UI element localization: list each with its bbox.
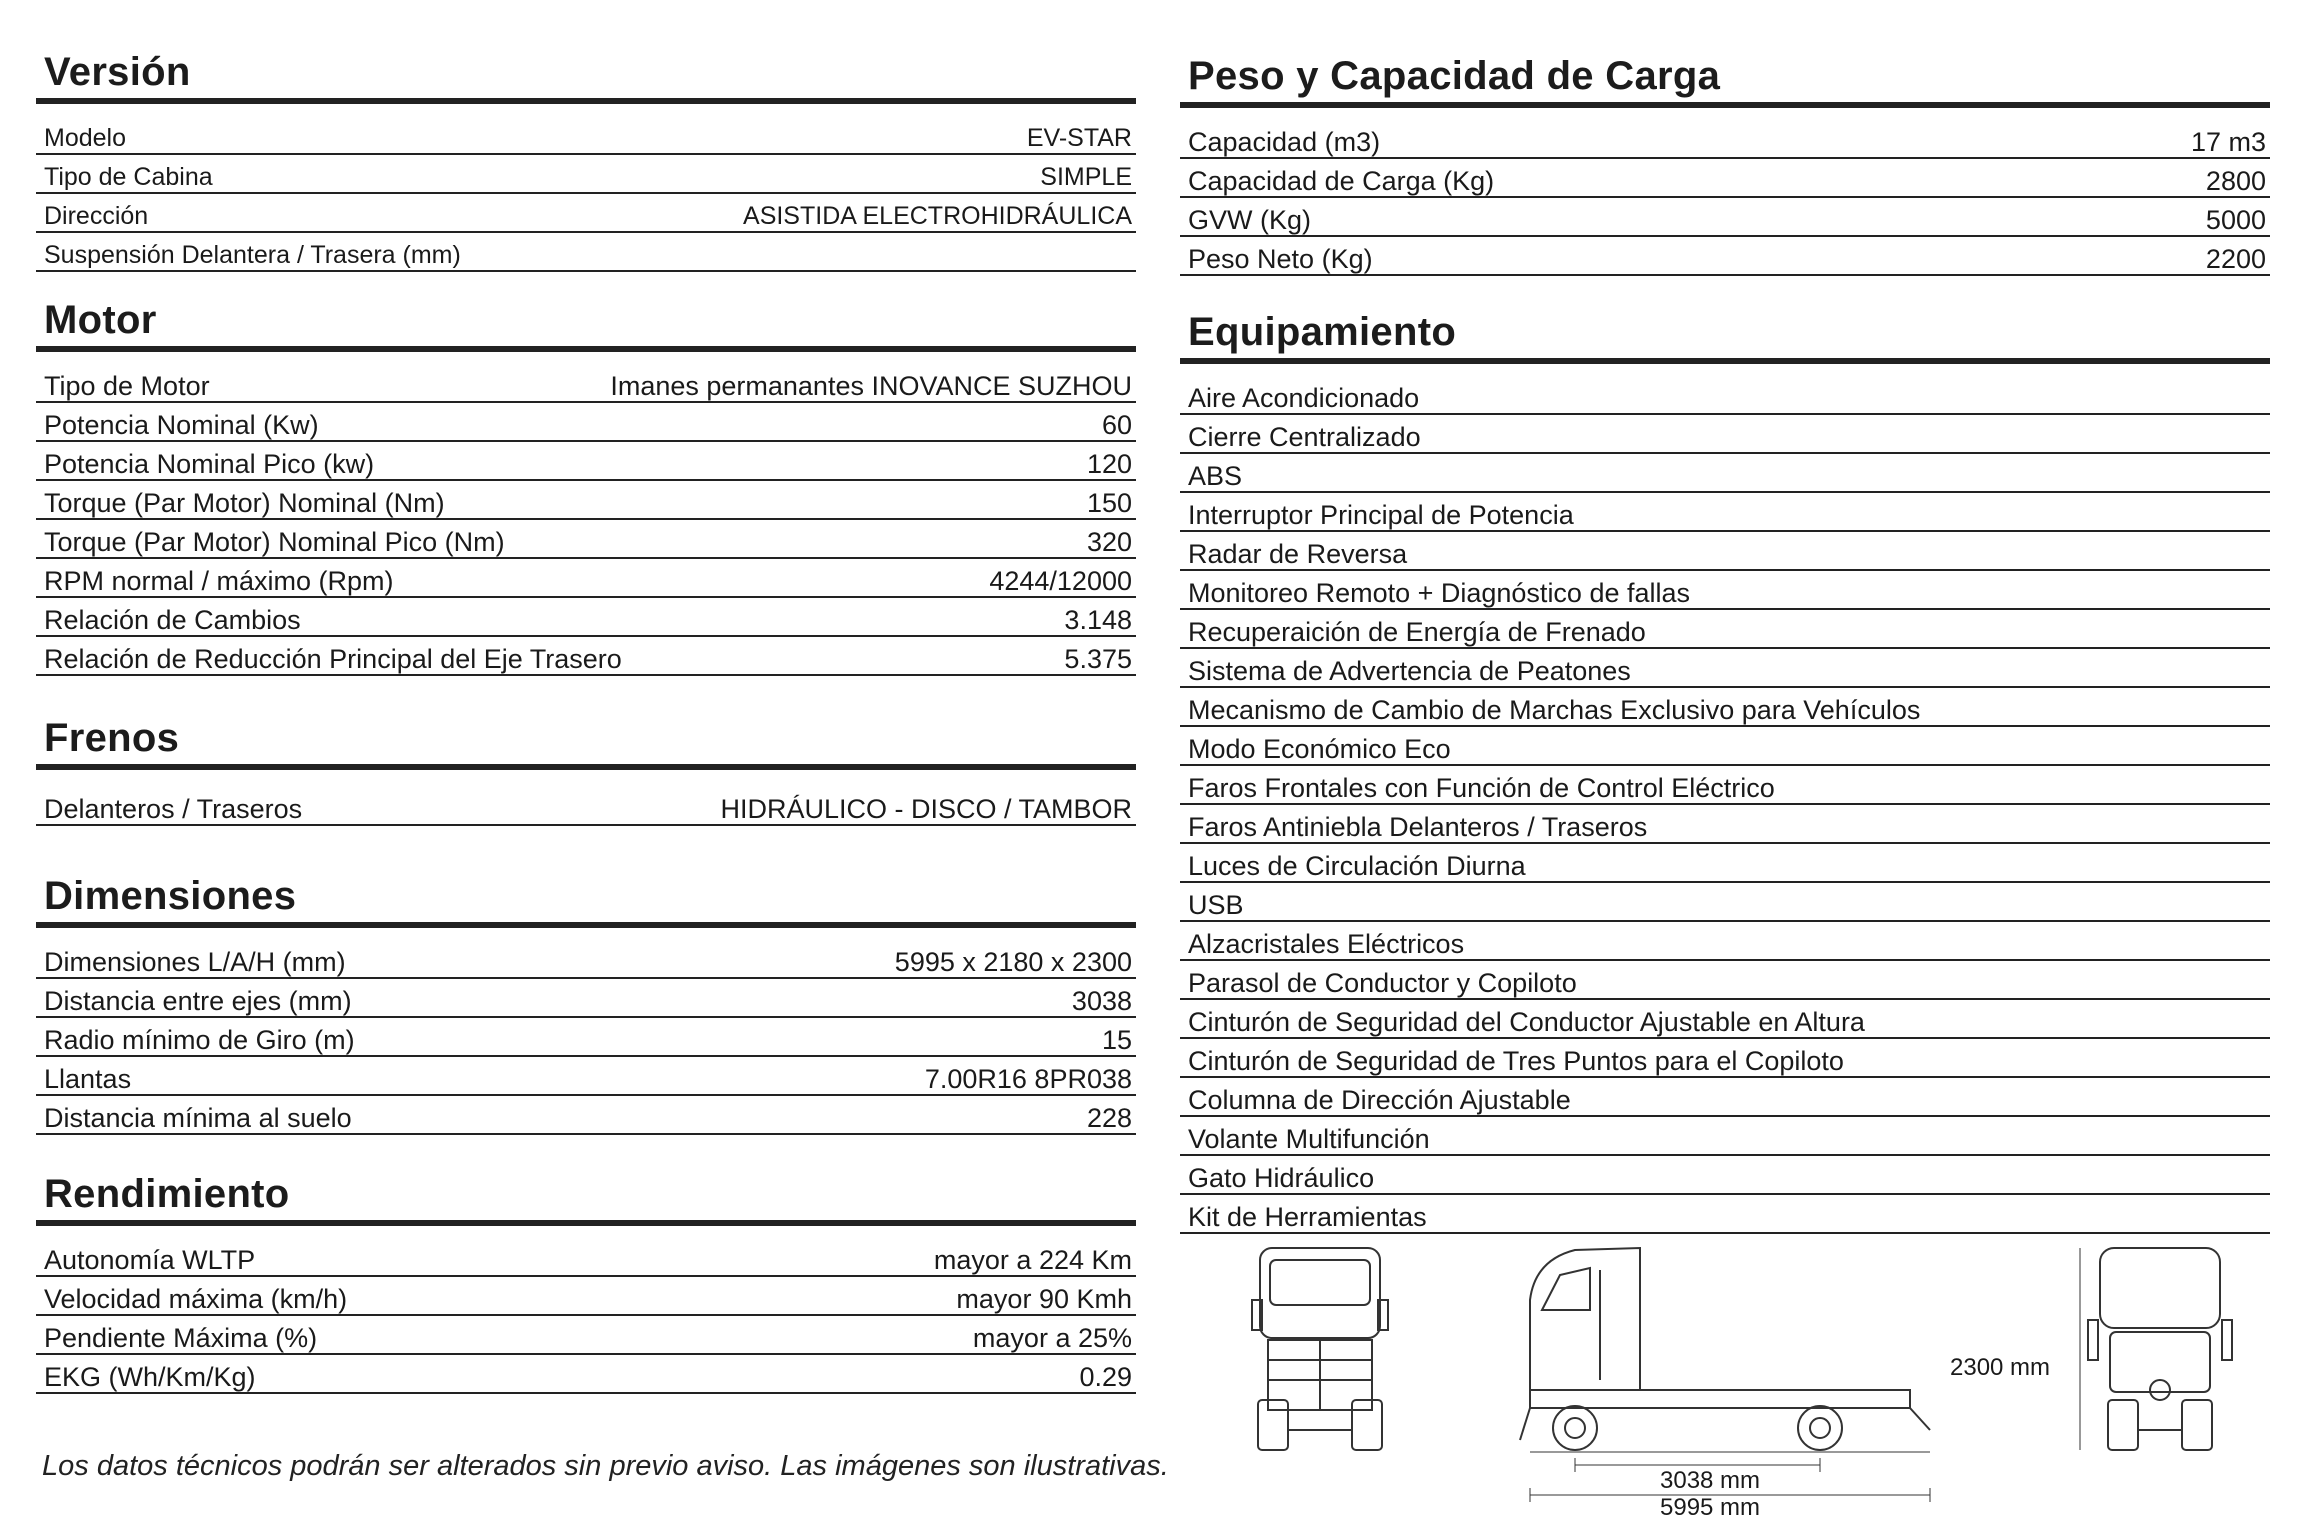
spec-label: EKG (Wh/Km/Kg) [44, 1362, 256, 1392]
equipment-label: Interruptor Principal de Potencia [1188, 500, 1574, 530]
equipment-item [1180, 1039, 2270, 1078]
truck-rear-view [2080, 1248, 2232, 1450]
spec-label: GVW (Kg) [1188, 205, 1312, 235]
spec-value: 0.29 [1079, 1362, 1132, 1392]
equipment-item [1180, 1000, 2270, 1039]
truck-side-view [1520, 1248, 1930, 1502]
equipment-item [1180, 493, 2270, 532]
spec-row [1180, 120, 2270, 159]
spec-value: 2200 [2205, 244, 2266, 274]
equipment-item [1180, 766, 2270, 805]
spec-value: mayor a 25% [972, 1323, 1132, 1353]
section-rule [36, 346, 1136, 352]
spec-value: 2800 [2205, 166, 2266, 196]
spec-row [36, 559, 1136, 598]
height-label: 2300 mm [1950, 1354, 2051, 1381]
spec-value: mayor a 224 Km [933, 1245, 1132, 1275]
equipment-item [1180, 454, 2270, 493]
spec-value: EV-STAR [1026, 124, 1132, 152]
section-rule [36, 922, 1136, 928]
equipment-label: Recuperaición de Energía de Frenado [1188, 617, 1646, 647]
spec-rows [36, 1238, 1136, 1394]
spec-row [36, 1238, 1136, 1277]
equipment-item [1180, 688, 2270, 727]
spec-label: Llantas [44, 1064, 132, 1094]
equipment-label: USB [1188, 890, 1244, 920]
spec-label: Radio mínimo de Giro (m) [44, 1025, 355, 1055]
spec-row [36, 1355, 1136, 1394]
equipment-item [1180, 376, 2270, 415]
equipment-label: Cinturón de Seguridad del Conductor Ajustable en Altura [1188, 1007, 1865, 1037]
spec-label: Tipo de Motor [44, 371, 210, 401]
equipment-label: Parasol de Conductor y Copiloto [1188, 968, 1577, 998]
spec-value: 5.375 [1064, 644, 1132, 674]
spec-label: Capacidad (m3) [1188, 127, 1381, 157]
spec-value: 320 [1086, 527, 1132, 557]
section-title-dimensiones: Dimensiones [44, 874, 297, 918]
equipment-label: Gato Hidráulico [1188, 1163, 1375, 1193]
spec-label: RPM normal / máximo (Rpm) [44, 566, 394, 596]
spec-rows [36, 364, 1136, 676]
spec-rows [36, 782, 1136, 826]
equipment-label: Radar de Reversa [1188, 539, 1408, 569]
spec-value: 17 m3 [2190, 127, 2266, 157]
spec-label: Modelo [44, 124, 126, 152]
equipment-item [1180, 571, 2270, 610]
equipment-label: Luces de Circulación Diurna [1188, 851, 1526, 881]
section-rule [36, 98, 1136, 104]
section-title-equipamiento: Equipamiento [1188, 310, 1457, 354]
spec-label: Delanteros / Traseros [44, 794, 303, 824]
spec-value: 7.00R16 8PR038 [924, 1064, 1132, 1094]
equipment-item [1180, 649, 2270, 688]
spec-value: HIDRÁULICO - DISCO / TAMBOR [720, 794, 1132, 824]
spec-row [36, 364, 1136, 403]
spec-row [36, 637, 1136, 676]
equipment-label: Modo Económico Eco [1188, 734, 1451, 764]
spec-value: 15 [1101, 1025, 1132, 1055]
equipment-label: Faros Antiniebla Delanteros / Traseros [1188, 812, 1648, 842]
spec-value: 5000 [2205, 205, 2266, 235]
spec-row [36, 403, 1136, 442]
equipment-item [1180, 610, 2270, 649]
equipment-item [1180, 922, 2270, 961]
spec-value: 3038 [1071, 986, 1132, 1016]
section-title-rendimiento: Rendimiento [44, 1172, 290, 1216]
spec-rows [36, 116, 1136, 272]
spec-row [36, 233, 1136, 272]
spec-label: Dimensiones L/A/H (mm) [44, 947, 346, 977]
spec-label: Peso Neto (Kg) [1188, 244, 1373, 274]
spec-label: Velocidad máxima (km/h) [44, 1284, 348, 1314]
equipment-item [1180, 1078, 2270, 1117]
spec-value: 3.148 [1064, 605, 1132, 635]
spec-row [36, 979, 1136, 1018]
equipment-item [1180, 1117, 2270, 1156]
spec-label: Distancia entre ejes (mm) [44, 986, 352, 1016]
section-version [36, 50, 1136, 272]
equipment-label: Volante Multifunción [1188, 1124, 1430, 1154]
spec-label: Potencia Nominal (Kw) [44, 410, 319, 440]
spec-value: 228 [1086, 1103, 1132, 1133]
spec-row [36, 481, 1136, 520]
truck-front-view [1252, 1248, 1388, 1450]
wheelbase-label: 3038 mm [1660, 1467, 1761, 1494]
equipment-label: Cinturón de Seguridad de Tres Puntos para el Copiloto [1188, 1046, 1844, 1076]
equipment-item [1180, 844, 2270, 883]
equipment-label: Monitoreo Remoto + Diagnóstico de fallas [1188, 578, 1691, 608]
spec-row [36, 520, 1136, 559]
spec-row [36, 1096, 1136, 1135]
spec-row [36, 194, 1136, 233]
equipment-label: Faros Frontales con Función de Control Eléctrico [1188, 773, 1775, 803]
equipment-item [1180, 727, 2270, 766]
spec-row [1180, 198, 2270, 237]
equipment-label: Alzacristales Eléctricos [1188, 929, 1465, 959]
spec-row [36, 1057, 1136, 1096]
equipment-label: Columna de Dirección Ajustable [1188, 1085, 1571, 1115]
spec-value: mayor 90 Kmh [956, 1284, 1132, 1314]
spec-label: Potencia Nominal Pico (kw) [44, 449, 375, 479]
spec-label: Torque (Par Motor) Nominal Pico (Nm) [44, 527, 505, 557]
section-title-peso: Peso y Capacidad de Carga [1188, 54, 1721, 98]
spec-row [1180, 159, 2270, 198]
spec-label: Torque (Par Motor) Nominal (Nm) [44, 488, 445, 518]
length-label: 5995 mm [1660, 1494, 1761, 1517]
section-rule [36, 764, 1136, 770]
equipment-item [1180, 532, 2270, 571]
spec-value: 60 [1101, 410, 1132, 440]
spec-row [36, 1277, 1136, 1316]
spec-label: Dirección [44, 202, 149, 230]
equipment-label: Aire Acondicionado [1188, 383, 1420, 413]
truck-drawings [1230, 1240, 2270, 1517]
spec-value: ASISTIDA ELECTROHIDRÁULICA [743, 202, 1132, 230]
spec-value: Imanes permanantes INOVANCE SUZHOU [610, 371, 1132, 401]
equipment-label: Mecanismo de Cambio de Marchas Exclusivo para Vehículos [1188, 695, 1921, 725]
spec-value: 4244/12000 [989, 566, 1132, 596]
spec-label: Relación de Reducción Principal del Eje Trasero [44, 644, 622, 674]
equipment-label: Cierre Centralizado [1188, 422, 1421, 452]
spec-value: SIMPLE [1040, 163, 1132, 191]
spec-row [36, 116, 1136, 155]
spec-row [36, 598, 1136, 637]
spec-row [36, 782, 1136, 826]
footnote: Los datos técnicos podrán ser alterados sin previo aviso. Las imágenes son ilustrativas. [42, 1450, 1169, 1482]
equipment-item [1180, 805, 2270, 844]
equipment-item [1180, 883, 2270, 922]
spec-label: Tipo de Cabina [44, 163, 213, 191]
spec-rows [1180, 120, 2270, 276]
spec-row [36, 442, 1136, 481]
equipment-label: ABS [1188, 461, 1243, 491]
equipment-item [1180, 961, 2270, 1000]
section-title-motor: Motor [44, 298, 157, 342]
spec-row [36, 1018, 1136, 1057]
spec-row [36, 155, 1136, 194]
spec-row [1180, 237, 2270, 276]
equipment-label: Sistema de Advertencia de Peatones [1188, 656, 1631, 686]
spec-value: 150 [1086, 488, 1132, 518]
spec-label: Distancia mínima al suelo [44, 1103, 352, 1133]
spec-label: Capacidad de Carga (Kg) [1188, 166, 1495, 196]
equipment-item [1180, 1156, 2270, 1195]
spec-value: 120 [1086, 449, 1132, 479]
spec-label: Suspensión Delantera / Trasera (mm) [44, 241, 461, 269]
section-rule [1180, 358, 2270, 364]
section-peso [1180, 54, 2270, 276]
section-dimensiones [36, 874, 1136, 1135]
spec-label: Pendiente Máxima (%) [44, 1323, 318, 1353]
section-title-frenos: Frenos [44, 716, 180, 760]
equipment-list [1180, 376, 2270, 1234]
section-title-version: Versión [44, 50, 191, 94]
spec-row [36, 1316, 1136, 1355]
section-equipamiento [1180, 310, 2270, 1234]
equipment-item [1180, 1195, 2270, 1234]
spec-rows [36, 940, 1136, 1135]
section-frenos [36, 716, 1136, 826]
section-rendimiento [36, 1172, 1136, 1394]
section-rule [36, 1220, 1136, 1226]
equipment-label: Kit de Herramientas [1188, 1202, 1427, 1232]
spec-row [36, 940, 1136, 979]
spec-label: Autonomía WLTP [44, 1245, 256, 1275]
spec-label: Relación de Cambios [44, 605, 301, 635]
spec-value: 5995 x 2180 x 2300 [894, 947, 1132, 977]
section-motor [36, 298, 1136, 676]
equipment-item [1180, 415, 2270, 454]
section-rule [1180, 102, 2270, 108]
